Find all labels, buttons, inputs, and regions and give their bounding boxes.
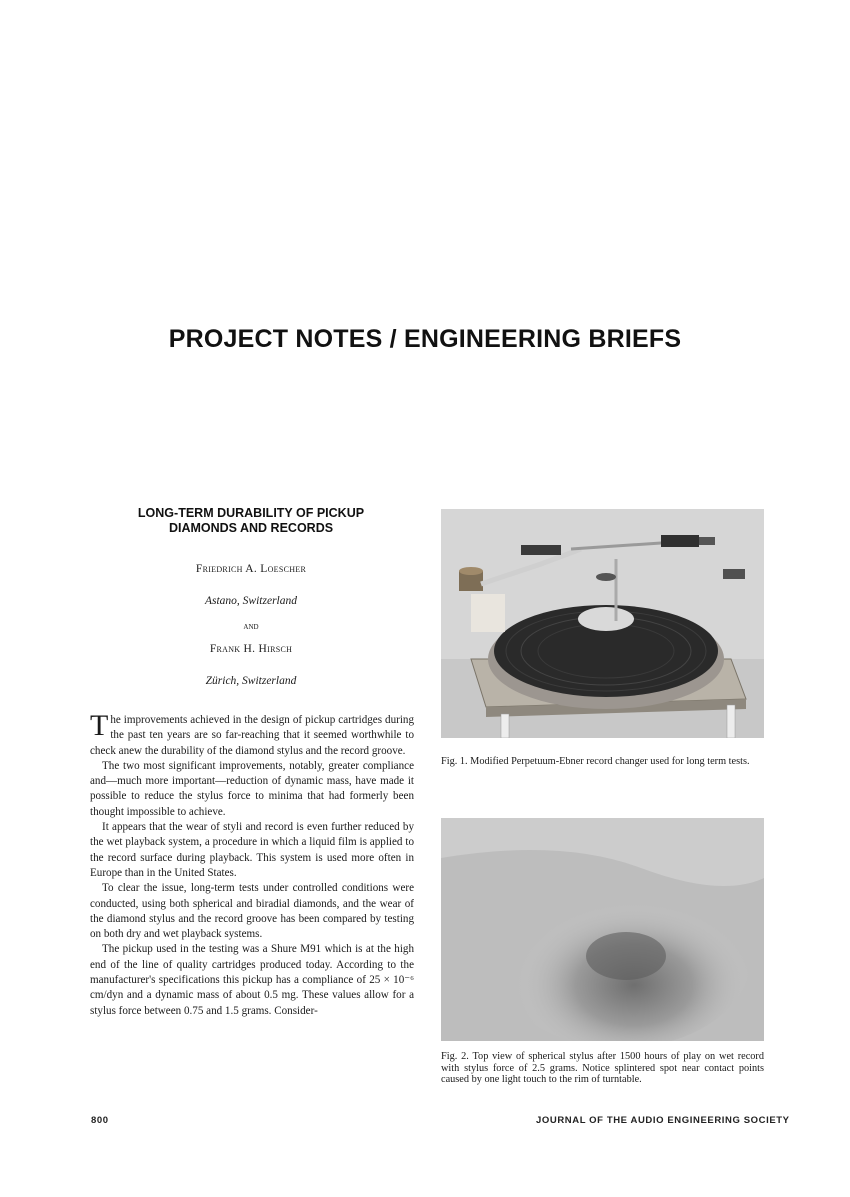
article-title (100, 506, 402, 536)
figure-2-stylus-micrograph (441, 818, 764, 1041)
paragraph-2: The two most significant improvements, notably, greater compliance and—much more important—reduction of dynamic mass, have made it possible to reduce the stylus force to minima that had formerly been thought impossible to achieve. (90, 759, 414, 818)
figure-2-caption: Fig. 2. Top view of spherical stylus after 1500 hours of play on wet record with stylus force of 2.5 grams. Notice splintered spot near contact points caused by one light touch to the rim of turntable. (441, 1051, 764, 1085)
journal-name: JOURNAL OF THE AUDIO ENGINEERING SOCIETY (536, 1115, 790, 1126)
figure-1-caption: Fig. 1. Modified Perpetuum-Ebner record changer used for long term tests. (441, 756, 750, 767)
affiliation-2: Zürich, Switzerland (205, 675, 297, 687)
paragraph-4: To clear the issue, long-term tests under controlled conditions were conducted, using both spherical and biradial diamonds, and the wear of the diamond stylus and the record groove has been compared by testing on both dry and wet playback systems. (90, 882, 414, 941)
paragraph-5: The pickup used in the testing was a Shure M91 which is at the high end of the line of quality cartridges produced today. According to the manufacturer's specifications this pickup has a compliance of 25 × 10⁻⁶ cm/dyn and a dynamic mass of about 0.5 mg. These values allow for a stylus force between 0.75 and 1.5 grams. Consider- (90, 943, 414, 1017)
article-title-line-1: LONG-TERM DURABILITY OF PICKUP (137, 506, 365, 520)
paragraph-3: It appears that the wear of styli and record is even further reduced by the wet playback system, a procedure in which a liquid film is applied to the record surface during playback. This system is used more often in Europe than in the United States. (90, 821, 414, 879)
section-heading: PROJECT NOTES / ENGINEERING BRIEFS (168, 325, 682, 353)
paragraph-1-text: he improvements achieved in the design of pickup cartridges during the past ten years are so far-reaching that it seemed worthwhile to check anew the durability of the diamond stylus and the record groove. (90, 714, 414, 757)
stylus-micrograph-illustration (441, 818, 764, 1041)
article-body (90, 709, 414, 1019)
page-number: 800 (91, 1115, 109, 1126)
paragraph-1 (90, 709, 414, 759)
article-title-line-2: DIAMONDS AND RECORDS (168, 521, 334, 535)
author-2: Frank H. Hirsch (209, 643, 293, 655)
figure-1-record-changer-photo (441, 509, 764, 738)
affiliation-1: Astano, Switzerland (204, 595, 297, 607)
author-1: Friedrich A. Loescher (195, 563, 307, 575)
author-conjunction: and (243, 621, 259, 632)
record-changer-illustration (441, 509, 764, 738)
drop-cap: T (90, 709, 109, 742)
